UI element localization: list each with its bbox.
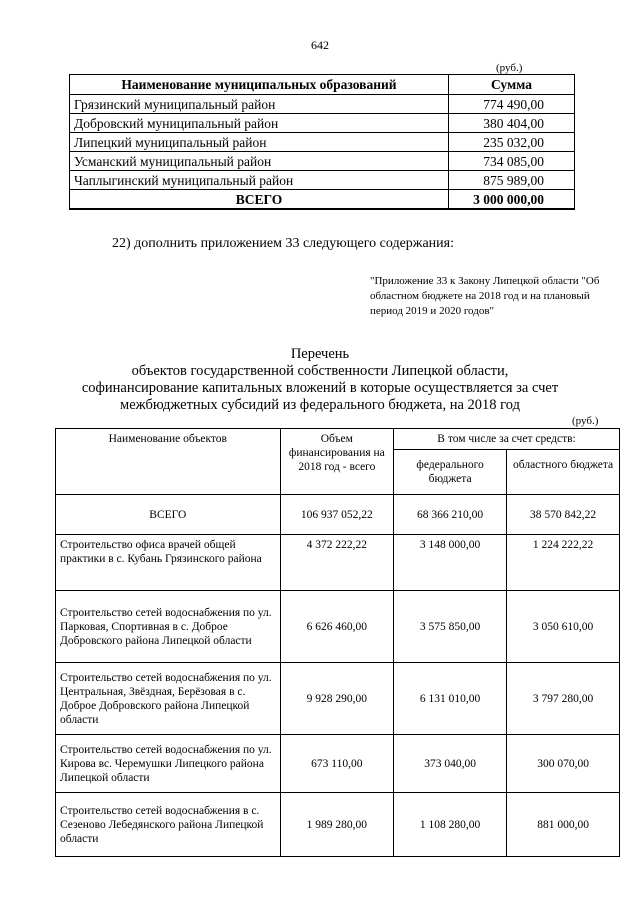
list-title <box>60 346 580 414</box>
object-name: Строительство офиса врачей общей практики в с. Кубань Грязинского района <box>56 535 281 591</box>
object-volume: 673 110,00 <box>280 735 393 793</box>
row-sum: 875 989,00 <box>449 171 575 190</box>
row-name: Липецкий муниципальный район <box>70 133 449 152</box>
object-volume: 1 989 280,00 <box>280 793 393 857</box>
column-header-including: В том числе за счет средств: <box>394 429 620 450</box>
title-line: объектов государственной собственности Липецкой области, <box>131 363 509 379</box>
object-name: Строительство сетей водоснабжения по ул. Центральная, Звёздная, Берёзовая в с. Доброе Добровского района Липецкой области <box>56 663 281 735</box>
row-sum: 774 490,00 <box>449 95 575 114</box>
row-name: Грязинский муниципальный район <box>70 95 449 114</box>
column-header-objects: Наименование объектов <box>56 429 281 495</box>
object-volume: 6 626 460,00 <box>280 591 393 663</box>
table-row <box>70 114 575 133</box>
row-name: Усманский муниципальный район <box>70 152 449 171</box>
object-federal: 1 108 280,00 <box>394 793 507 857</box>
municipal-sum-table <box>69 74 575 210</box>
table-header-row <box>70 75 575 95</box>
title-line: софинансирование капитальных вложений в которые осуществляется за счет <box>81 380 559 396</box>
object-regional: 3 050 610,00 <box>507 591 620 663</box>
row-name: Добровский муниципальный район <box>70 114 449 133</box>
total-row <box>70 190 575 210</box>
object-federal: 3 148 000,00 <box>394 535 507 591</box>
table-header-row <box>56 429 620 450</box>
table-row <box>70 171 575 190</box>
total-volume: 106 937 052,22 <box>280 495 393 535</box>
table-row <box>56 793 620 857</box>
total-sum: 3 000 000,00 <box>449 190 575 210</box>
object-federal: 3 575 850,00 <box>394 591 507 663</box>
object-name: Строительство сетей водоснабжения по ул. Парковая, Спортивная в с. Доброе Добровского района Липецкой области <box>56 591 281 663</box>
table-row <box>70 95 575 114</box>
title-line: Перечень <box>290 346 350 362</box>
column-header-volume: Объем финансирования на 2018 год - всего <box>280 429 393 495</box>
row-name: Чаплыгинский муниципальный район <box>70 171 449 190</box>
object-regional: 300 070,00 <box>507 735 620 793</box>
table-row <box>70 133 575 152</box>
total-regional: 38 570 842,22 <box>507 495 620 535</box>
object-regional: 1 224 222,22 <box>507 535 620 591</box>
table-row <box>56 663 620 735</box>
total-row <box>56 495 620 535</box>
row-sum: 380 404,00 <box>449 114 575 133</box>
object-volume: 4 372 222,22 <box>280 535 393 591</box>
title-line: межбюджетных субсидий из федерального бюджета, на 2018 год <box>120 397 520 413</box>
amendment-paragraph: 22) дополнить приложением 33 следующего содержания: <box>112 236 454 251</box>
table-row <box>56 735 620 793</box>
row-sum: 235 032,00 <box>449 133 575 152</box>
object-regional: 881 000,00 <box>507 793 620 857</box>
total-label: ВСЕГО <box>70 190 449 210</box>
object-regional: 3 797 280,00 <box>507 663 620 735</box>
table2-unit: (руб.) <box>572 415 599 427</box>
table-row <box>56 535 620 591</box>
objects-financing-table <box>55 428 620 857</box>
page-number: 642 <box>311 38 329 52</box>
object-name: Строительство сетей водоснабжения в с. Сезеново Лебедянского района Липецкой области <box>56 793 281 857</box>
appendix-note: "Приложение 33 к Закону Липецкой области "Об областном бюджете на 2018 год и на плановый период 2019 и 2020 годов" <box>370 275 600 317</box>
object-federal: 373 040,00 <box>394 735 507 793</box>
column-header-federal: федерального бюджета <box>394 450 507 495</box>
object-federal: 6 131 010,00 <box>394 663 507 735</box>
object-volume: 9 928 290,00 <box>280 663 393 735</box>
total-label: ВСЕГО <box>56 495 281 535</box>
row-sum: 734 085,00 <box>449 152 575 171</box>
column-header-name: Наименование муниципальных образований <box>70 75 449 95</box>
object-name: Строительство сетей водоснабжения по ул. Кирова вс. Черемушки Липецкого района Липецкой области <box>56 735 281 793</box>
column-header-sum: Сумма <box>449 75 575 95</box>
table-row <box>70 152 575 171</box>
column-header-regional: областного бюджета <box>507 450 620 495</box>
table-row <box>56 591 620 663</box>
total-federal: 68 366 210,00 <box>394 495 507 535</box>
table1-unit: (руб.) <box>496 62 523 74</box>
